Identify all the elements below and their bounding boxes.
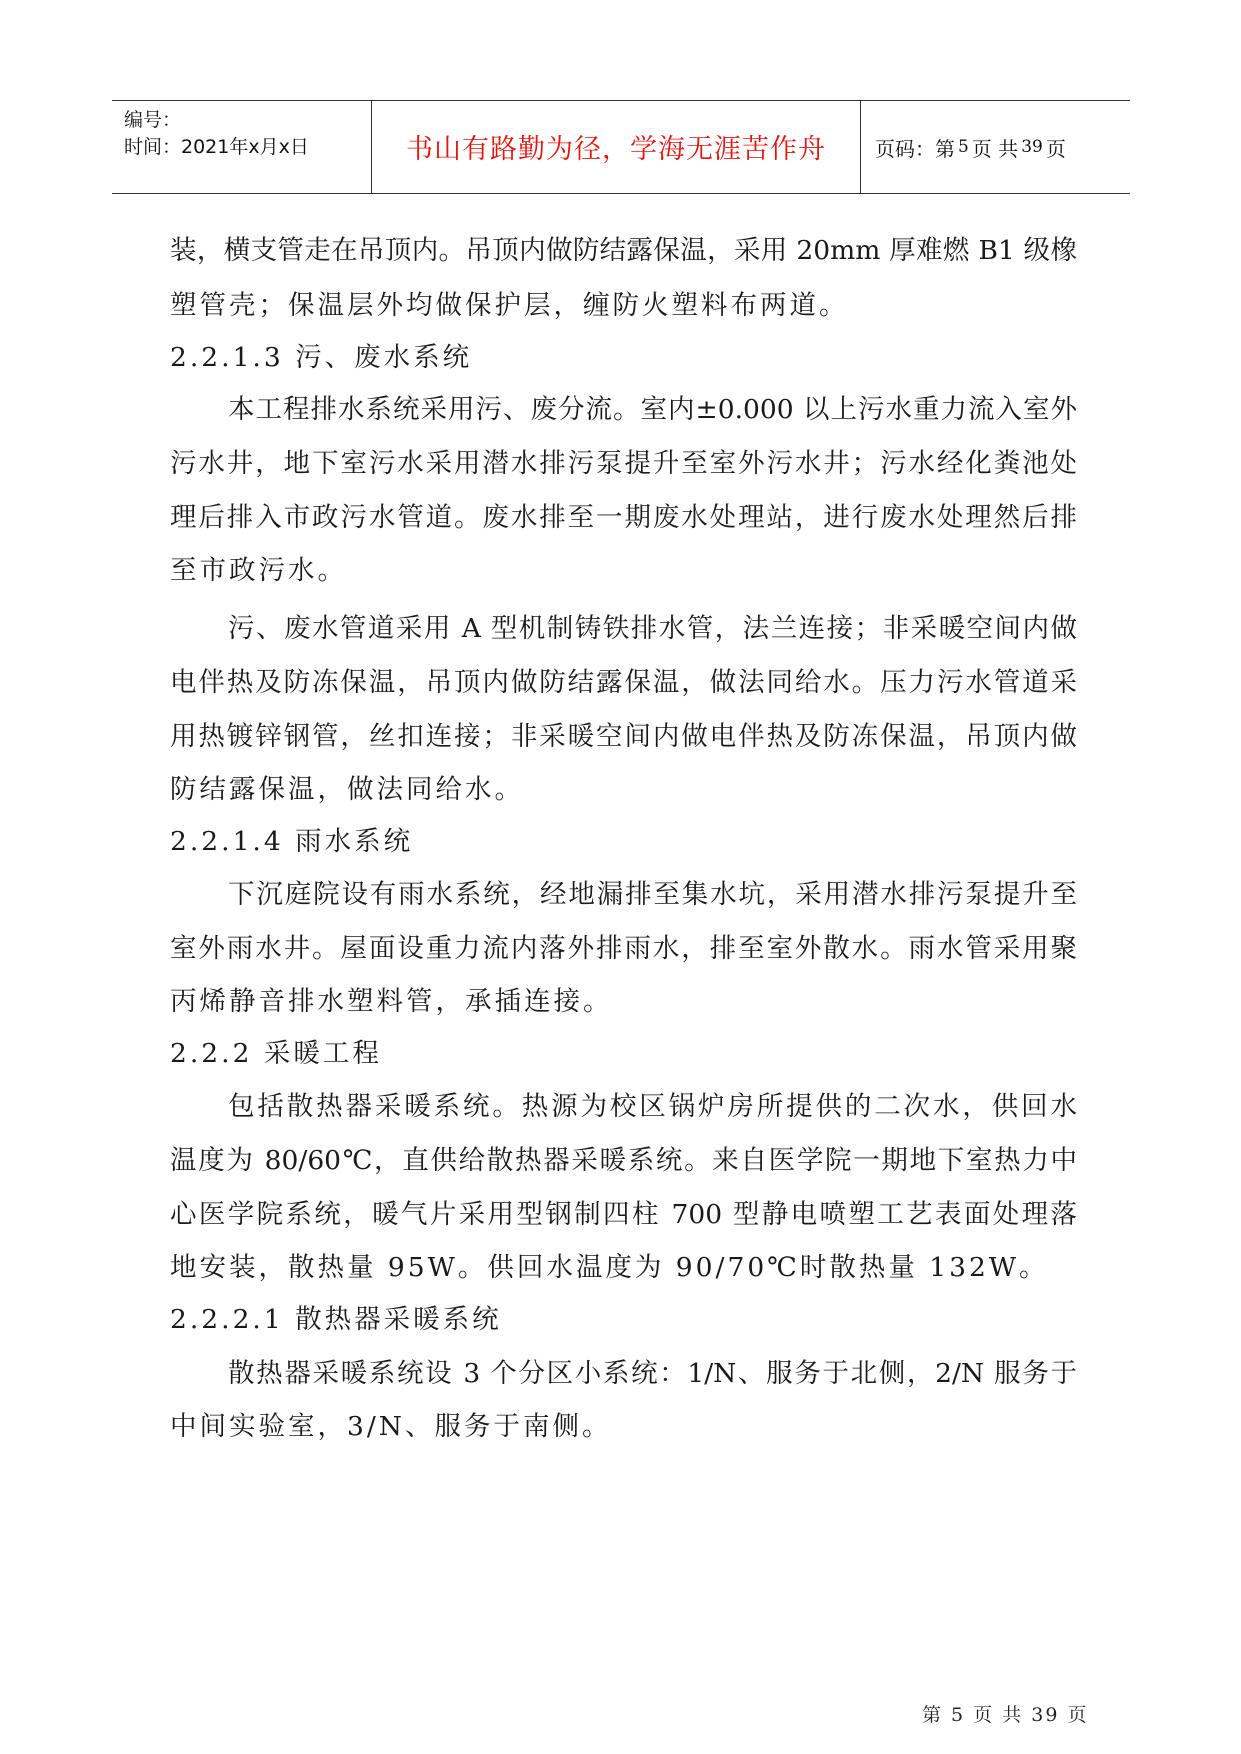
body-line: 散热器采暖系统设 3 个分区小系统：1/N、服务于北侧，2/N 服务于 [228,1358,1077,1389]
body-line: 下沉庭院设有雨水系统，经地漏排至集水坑，采用潜水排污泵提升至 [228,879,1077,910]
body-line: 本工程排水系统采用污、废分流。室内±0.000 以上污水重力流入室外 [228,394,1077,425]
section-heading: 2.2.2.1 散热器采暖系统 [170,1304,502,1335]
section-heading: 2.2.2 采暖工程 [170,1038,382,1069]
body-line: 室外雨水井。屋面设重力流内落外排雨水，排至室外散水。雨水管采用聚 [170,933,1077,964]
header-motto: 书山有路勤为径，学海无涯苦作舟 [406,133,826,165]
body-line: 温度为 80/60℃，直供给散热器采暖系统。来自医学院一期地下室热力中 [170,1145,1077,1176]
body-line: 用热镀锌钢管，丝扣连接；非采暖空间内做电伴热及防冻保温，吊顶内做 [170,721,1077,752]
body-line: 心医学院系统，暖气片采用型钢制四柱 700 型静电喷塑工艺表面处理落 [170,1199,1077,1230]
body-line: 丙烯静音排水塑料管，承插连接。 [170,986,613,1017]
page-suffix: 页 [1045,136,1066,161]
body-line: 塑管壳；保温层外均做保护层，缠防火塑料布两道。 [170,290,849,321]
body-line: 电伴热及防冻保温，吊顶内做防结露保温，做法同给水。压力污水管道采 [170,667,1077,698]
body-line: 污水井，地下室污水采用潜水排污泵提升至室外污水井；污水经化粪池处 [170,448,1077,479]
page-header [112,100,1130,194]
page-mid: 页 共 [971,136,1019,161]
body-line: 至市政污水。 [170,555,347,586]
body-line: 理后排入市政污水管道。废水排至一期废水处理站，进行废水处理然后排 [170,502,1077,533]
body-line: 中间实验室，3/N、服务于南侧。 [170,1411,612,1442]
body-line: 防结露保温，做法同给水。 [170,774,524,805]
document-time-label: 时间：2021年x月x日 [124,136,309,158]
section-heading: 2.2.1.4 雨水系统 [170,826,414,857]
header-motto-cell [372,101,861,193]
page-current: 5 [958,137,969,157]
header-page-cell [861,101,1130,193]
page-total: 39 [1021,137,1043,157]
section-heading: 2.2.1.3 污、废水系统 [170,342,473,373]
body-line: 地安装，散热量 95W。供回水温度为 90/70℃时散热量 132W。 [170,1252,1049,1283]
page-prefix: 页码：第 [875,136,955,161]
body-line: 污、废水管道采用 A 型机制铸铁排水管，法兰连接；非采暖空间内做 [228,613,1077,644]
header-meta-cell [112,101,372,193]
body-line: 装，横支管走在吊顶内。吊顶内做防结露保温，采用 20mm 厚难燃 B1 级橡 [170,235,1077,266]
document-number-label: 编号： [124,109,182,131]
page-footer: 第 5 页 共 39 页 [922,1704,1089,1726]
body-line: 包括散热器采暖系统。热源为校区锅炉房所提供的二次水，供回水 [228,1091,1077,1122]
